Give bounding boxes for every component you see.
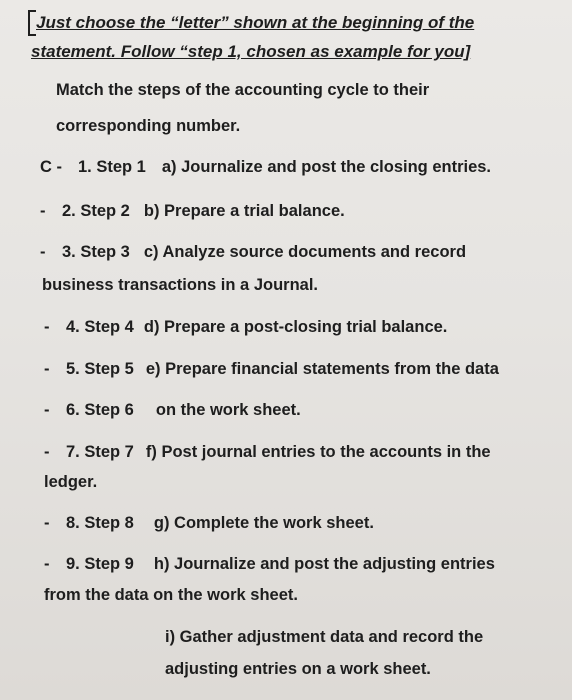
step-4: 4. Step 4	[66, 318, 134, 336]
row-7	[44, 441, 491, 463]
answer-8: -	[44, 514, 50, 532]
statement-d: d) Prepare a post-closing trial balance.	[143, 318, 448, 336]
statement-b: b) Prepare a trial balance.	[143, 202, 345, 220]
question-line-2: corresponding number.	[56, 117, 241, 135]
instruction-line-1: Just choose the “letter” shown at the beginning of the	[36, 13, 475, 32]
statement-e-continued: on the work sheet.	[155, 401, 301, 419]
statement-c-continued: business transactions in a Journal.	[42, 276, 318, 294]
statement-a: a) Journalize and post the closing entries.	[161, 158, 492, 176]
answer-1: C -	[40, 158, 62, 176]
step-3: 3. Step 3	[62, 243, 130, 261]
step-6: 6. Step 6	[66, 401, 134, 419]
step-8: 8. Step 8	[66, 514, 134, 532]
row-6	[44, 399, 301, 421]
step-2: 2. Step 2	[62, 202, 130, 220]
row-8	[44, 512, 374, 534]
statement-h: h) Journalize and post the adjusting entries	[153, 555, 495, 573]
statement-i-line-2: adjusting entries on a work sheet.	[165, 660, 431, 678]
statement-f: f) Post journal entries to the accounts in the	[145, 443, 491, 461]
step-9: 9. Step 9	[66, 555, 134, 573]
answer-5: -	[44, 360, 50, 378]
statement-g: g) Complete the work sheet.	[153, 514, 374, 532]
row-9	[44, 553, 495, 575]
instruction-line-2: statement. Follow “step 1, chosen as example for you]	[31, 42, 471, 61]
answer-6: -	[44, 401, 50, 419]
statement-e: e) Prepare financial statements from the data	[145, 360, 499, 378]
row-3	[40, 241, 466, 263]
step-7: 7. Step 7	[66, 443, 134, 461]
statement-i-line-1: i) Gather adjustment data and record the	[165, 628, 484, 646]
step-1: 1. Step 1	[78, 158, 146, 176]
statement-f-continued: ledger.	[44, 473, 98, 491]
row-5	[44, 358, 499, 380]
row-1	[40, 156, 491, 178]
answer-2: -	[40, 202, 46, 220]
statement-c: c) Analyze source documents and record	[143, 243, 467, 261]
statement-h-continued: from the data on the work sheet.	[44, 586, 298, 604]
answer-3: -	[40, 243, 46, 261]
open-bracket	[28, 10, 36, 36]
question-line-1: Match the steps of the accounting cycle to their	[56, 81, 430, 99]
row-2	[40, 200, 345, 222]
step-5: 5. Step 5	[66, 360, 134, 378]
answer-4: -	[44, 318, 50, 336]
answer-9: -	[44, 555, 50, 573]
row-4	[44, 316, 447, 338]
answer-7: -	[44, 443, 50, 461]
